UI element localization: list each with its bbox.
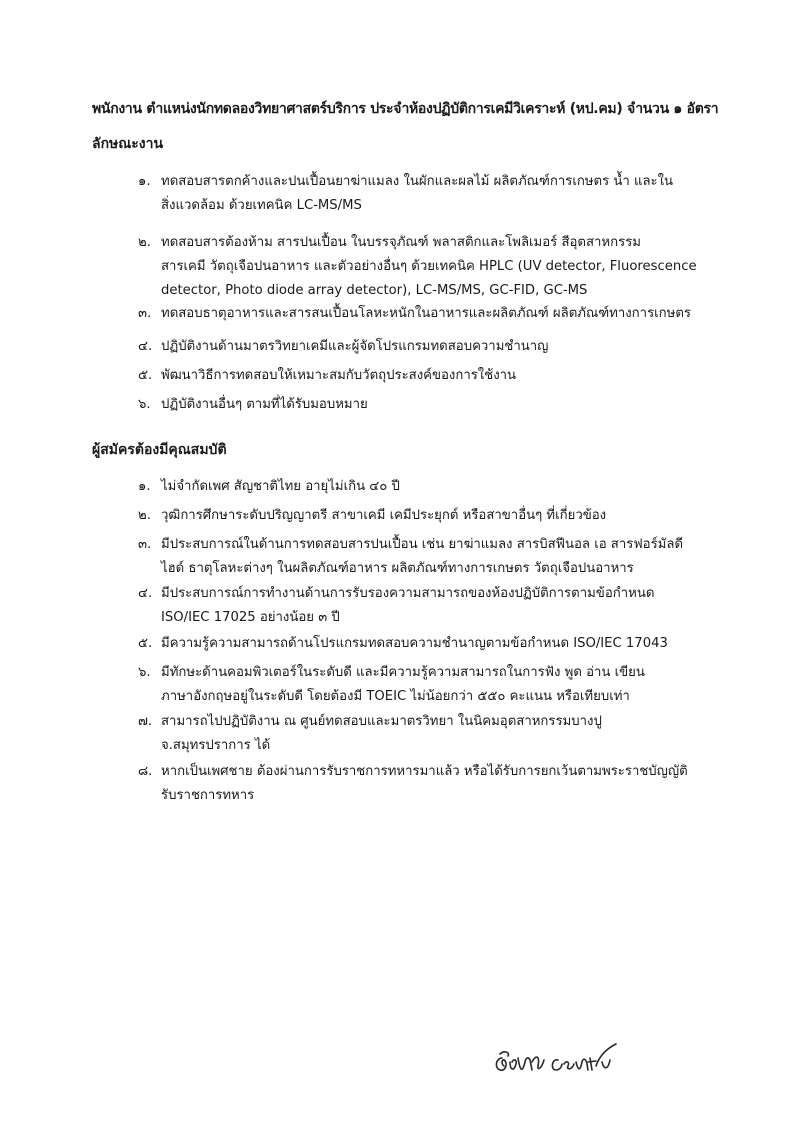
list-item-number: ๘. — [138, 764, 153, 779]
list-item — [138, 760, 698, 808]
list-item-number: ๓. — [138, 306, 152, 321]
list-item-number: ๔. — [138, 339, 153, 354]
list-item-text: มีประสบการณ์ในด้านการทดสอบสารปนเปื้อน เช่น ยาฆ่าแมลง สารบิสฟีนอล เอ สารฟอร์มัลดี ไฮด์ ธาตุโลหะต่างๆ ในผลิตภัณฑ์อาหาร ผลิตภัณฑ์ทางการเกษตร วัตถุเจือปนอาหาร — [161, 537, 684, 576]
list-item-number: ๒. — [138, 235, 151, 250]
list-item — [138, 393, 698, 417]
list-item-text: ทดสอบสารต้องห้าม สารปนเปื้อน ในบรรจุภัณฑ์ พลาสติกและโพลิเมอร์ สีอุตสาหกรรม สารเคมี วัตถุเจือปนอาหาร และตัวอย่างอื่นๆ ด้วยเทคนิค HPLC (UV detector, Fluorescence detector, Photo diode array detector), LC-MS/MS, GC-FID, GC-MS — [161, 235, 697, 298]
list-item — [138, 710, 698, 758]
list-item-number: ๔. — [138, 586, 153, 601]
list-item-text: ปฏิบัติงานอื่นๆ ตามที่ได้รับมอบหมาย — [161, 397, 368, 412]
list-item-text: มีประสบการณ์การทำงานด้านการรับรองความสามารถของห้องปฏิบัติการตามข้อกำหนด ISO/IEC 17025 อย่างน้อย ๓ ปี — [161, 586, 655, 625]
list-item — [138, 582, 698, 630]
list-item-number: ๕. — [138, 368, 153, 383]
list-item-text: พัฒนาวิธีการทดสอบให้เหมาะสมกับวัตถุประสงค์ของการใช้งาน — [161, 368, 517, 383]
list-item-text: ปฏิบัติงานด้านมาตรวิทยาเคมีและผู้จัดโปรแกรมทดสอบความชำนาญ — [161, 339, 549, 354]
list-item-text: ทดสอบธาตุอาหารและสารสนเปื้อนโลหะหนักในอาหารและผลิตภัณฑ์ ผลิตภัณฑ์ทางการเกษตร — [161, 306, 691, 321]
list-item-text: สามารถไปปฏิบัติงาน ณ ศูนย์ทดสอบและมาตรวิทยา ในนิคมอุตสาหกรรมบางปู จ.สมุทรปราการ ได้ — [161, 714, 602, 753]
list-item-number: ๓. — [138, 537, 152, 552]
list-item-text: หากเป็นเพศชาย ต้องผ่านการรับราชการทหารมาแล้ว หรือได้รับการยกเว้นตามพระราชบัญญัติ รับราชการทหาร — [161, 764, 688, 803]
list-item — [138, 170, 698, 218]
qualifications-heading: ผู้สมัครต้องมีคุณสมบัติ — [92, 442, 227, 458]
list-item — [138, 302, 698, 326]
list-item — [138, 504, 698, 528]
list-item — [138, 475, 698, 499]
page-title: พนักงาน ตำแหน่งนักทดลองวิทยาศาสตร์บริการ ประจำห้องปฏิบัติการเคมีวิเคราะห์ (หป.คม) จำนวน ๑ อัตรา — [92, 101, 719, 117]
list-item — [138, 231, 698, 303]
list-item-number: ๑. — [138, 174, 151, 189]
list-item-text: ทดสอบสารตกค้างและปนเปื้อนยาฆ่าแมลง ในผักและผลไม้ ผลิตภัณฑ์การเกษตร น้ำ และใน สิ่งแวดล้อม ด้วยเทคนิค LC-MS/MS — [161, 174, 674, 213]
list-item-text: มีทักษะด้านคอมพิวเตอร์ในระดับดี และมีความรู้ความสามารถในการฟัง พูด อ่าน เขียน ภาษาอังกฤษอยู่ในระดับดี โดยต้องมี TOEIC ไม่น้อยกว่า ๕๕๐ คะแนน หรือเทียบเท่า — [161, 665, 645, 704]
list-item-number: ๑. — [138, 479, 151, 494]
list-item — [138, 364, 698, 388]
signature-image — [492, 1040, 624, 1082]
list-item-number: ๗. — [138, 714, 153, 729]
list-item — [138, 661, 698, 709]
list-item-number: ๕. — [138, 636, 153, 651]
list-item-text: มีความรู้ความสามารถด้านโปรแกรมทดสอบความชำนาญตามข้อกำหนด ISO/IEC 17043 — [161, 636, 668, 651]
list-item-text: วุฒิการศึกษาระดับปริญญาตรี สาขาเคมี เคมีประยุกต์ หรือสาขาอื่นๆ ที่เกี่ยวข้อง — [161, 508, 607, 523]
list-item — [138, 632, 698, 656]
job-description-heading: ลักษณะงาน — [92, 136, 164, 152]
list-item — [138, 335, 698, 359]
list-item-number: ๖. — [138, 397, 151, 412]
list-item-text: ไม่จำกัดเพศ สัญชาติไทย อายุไม่เกิน ๔๐ ปี — [161, 479, 400, 494]
list-item-number: ๖. — [138, 665, 151, 680]
list-item-number: ๒. — [138, 508, 151, 523]
list-item — [138, 533, 698, 581]
